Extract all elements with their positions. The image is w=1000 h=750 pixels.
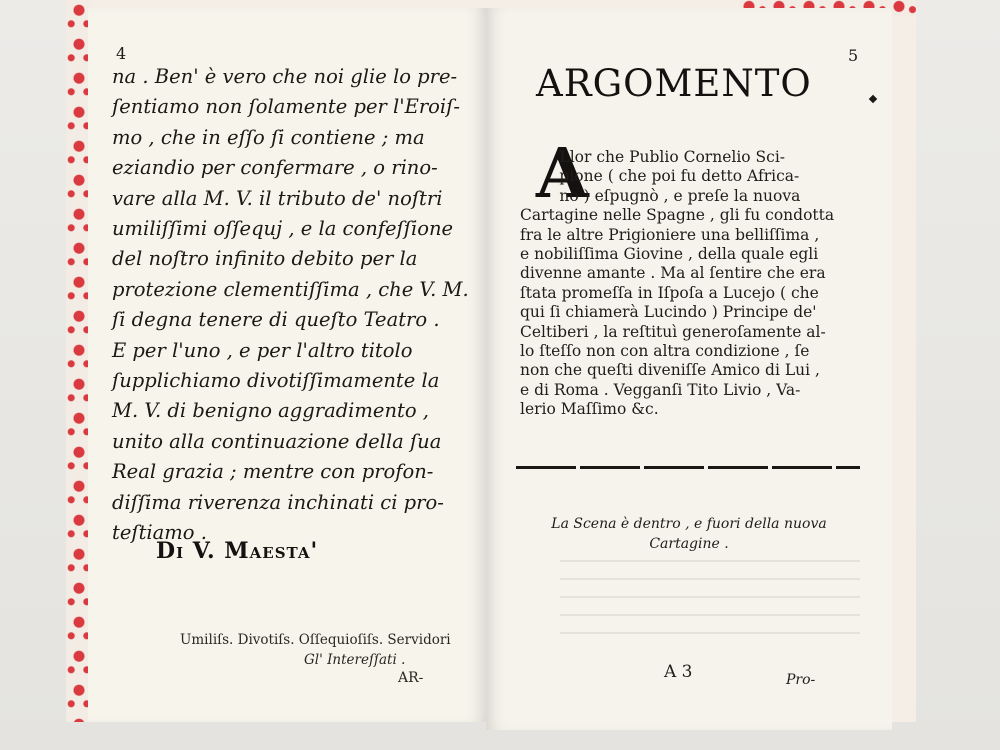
signature-mark: A 3 [664,662,693,682]
text-line: vare alla M. V. il tributo de' noſtri [112,186,443,210]
text-line: ſi degna tenere di queſto Teatro . [112,308,440,332]
text-line: M. V. di benigno aggradimento , [112,399,429,423]
text-line: non che queſti diveniſſe Amico di Lui , [520,361,820,380]
closing-salutation: Di V. Maesta' [156,538,319,564]
signature-line-1: Umiliſs. Divotiſs. Oſſequioſiſs. Servidori [180,632,451,648]
text-line: e di Roma . Vegganſi Tito Livio , Va- [520,380,801,399]
text-line: Cartagine nelle Spagne , gli fu condotta [520,206,835,225]
text-line: teſtiamo . [112,521,207,545]
argomento-heading: ARGOMENTO [536,62,812,105]
text-line: no ) eſpugnò , e preſe la nuova [520,186,801,205]
text-line: lo ſteſſo non con altra condizione , ſe [520,342,810,361]
text-line: ſentiamo non ſolamente per l'Eroiſ- [112,95,460,119]
text-line: lerio Maſſimo &c. [520,400,659,419]
text-line: unito alla continuazione della ſua [112,429,442,453]
text-line: diſſima riverenza inchinati ci pro- [112,490,444,514]
left-catchword: AR- [398,670,424,686]
text-line: eziandio per confermare , o rino- [112,156,438,180]
right-page-body [520,148,880,420]
left-page-body [112,62,469,549]
text-line: ſtata promeſſa in Iſpoſa a Lucejo ( che [520,283,819,302]
text-line: del noſtro infinito debito per la [112,247,418,271]
scene-line-1: La Scena è dentro , e fuori della nuova [551,516,827,532]
right-catchword: Pro- [786,672,816,688]
divider-rule [516,466,860,469]
scene-note [520,514,858,554]
right-page-number: 5 [848,46,859,65]
left-page-number: 4 [116,44,127,63]
drop-cap: A [536,134,589,214]
scene-line-2: Cartagine . [649,536,729,552]
text-line: ſupplichiamo divotiſſimamente la [112,369,440,393]
text-line: pione ( che poi fu detto Africa- [520,167,800,186]
text-line: fra le altre Prigioniere una belliſſima , [520,225,820,244]
text-line: mo , che in eſſo ſi contiene ; ma [112,125,425,149]
text-line: divenne amante . Ma al ſentire che era [520,264,826,283]
text-line: umiliſſimi oſſequj , e la confeſſione [112,217,454,241]
show-through-text [560,560,860,650]
text-line: na . Ben' è vero che noi glie lo pre- [112,65,458,88]
text-line: protezione clementiſſima , che V. M. [112,277,469,301]
text-line: Llor che Publio Cornelio Sci- [520,148,786,166]
text-line: Real grazia ; mentre con profon- [112,460,434,484]
text-line: qui ſi chiamerà Lucindo ) Principe de' [520,303,817,322]
text-line: E per l'uno , e per l'altro titolo [112,338,413,362]
text-line: e nobiliſſima Giovine , della quale egli [520,245,819,264]
text-line: Celtiberi , la reſtituì generoſamente al- [520,322,826,341]
signature-line-2: Gl' Intereſſati . [304,652,406,668]
